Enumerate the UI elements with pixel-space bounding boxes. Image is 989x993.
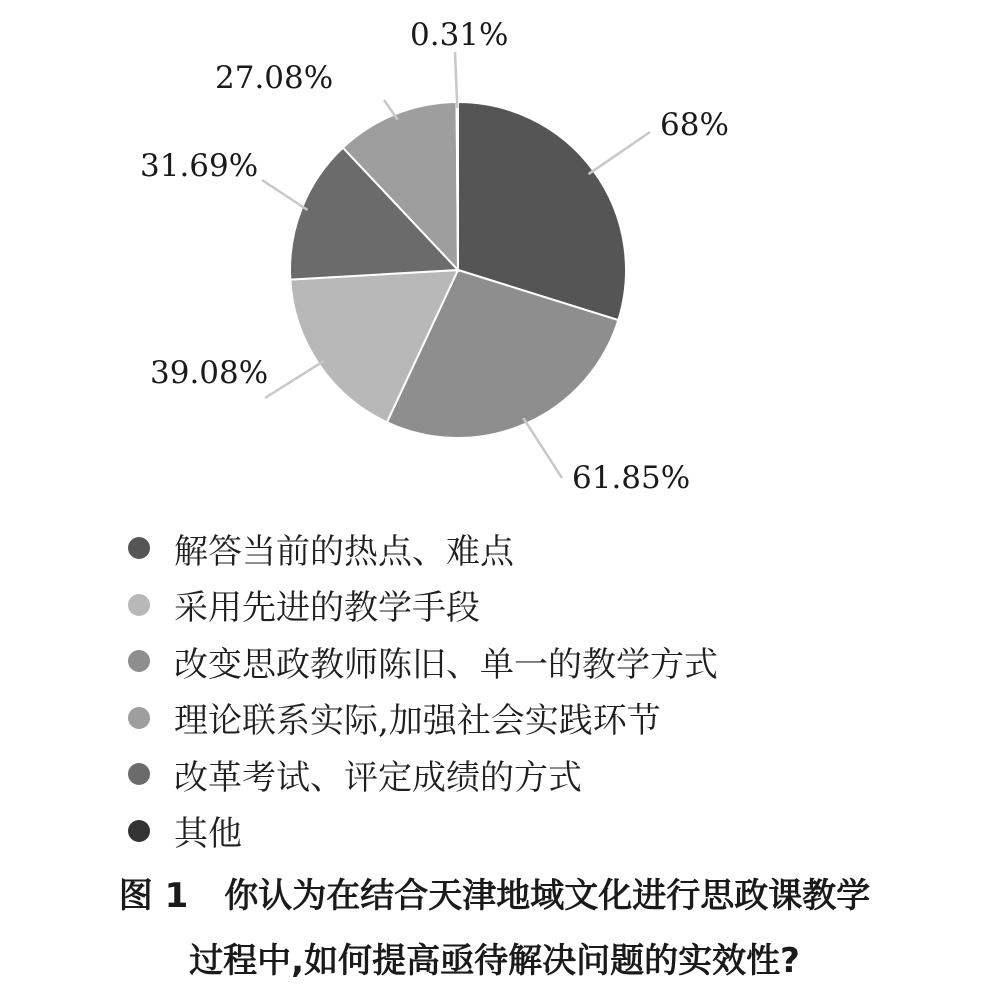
slice-2-label: 61.85%	[572, 460, 691, 496]
legend-item-4	[128, 690, 718, 747]
legend-swatch	[128, 537, 150, 559]
legend-swatch	[128, 763, 150, 785]
legend-item-6	[128, 803, 718, 860]
slice-1-label: 68%	[660, 107, 729, 143]
legend-label: 改变思政教师陈旧、单一的教学方式	[174, 644, 718, 685]
legend-label: 其他	[174, 814, 242, 855]
figure-caption-line1	[0, 868, 989, 917]
legend-item-5	[128, 746, 718, 803]
legend-item-1	[128, 520, 718, 577]
slice-1-leader	[589, 132, 650, 174]
slice-6-label: 0.31%	[410, 17, 509, 53]
slice-4-leader	[262, 180, 308, 210]
legend-label: 理论联系实际,加强社会实践环节	[174, 701, 661, 742]
legend-swatch	[128, 594, 150, 616]
slice-4-label: 31.69%	[140, 148, 259, 184]
legend-swatch	[128, 820, 150, 842]
caption-text-1: 你认为在结合天津地域文化进行思政课教学	[224, 876, 871, 916]
slice-5-label: 27.08%	[215, 60, 334, 96]
legend-label: 采用先进的教学手段	[174, 588, 480, 629]
pie-slices	[290, 102, 626, 438]
legend-label: 解答当前的热点、难点	[174, 531, 514, 572]
slice-3-leader	[265, 361, 324, 398]
chart-legend	[128, 520, 718, 859]
legend-label: 改革考试、评定成绩的方式	[174, 757, 582, 798]
legend-item-3	[128, 633, 718, 690]
slice-2-leader	[523, 418, 562, 478]
slice-3-label: 39.08%	[150, 355, 269, 391]
legend-swatch	[128, 707, 150, 729]
legend-swatch	[128, 650, 150, 672]
slice-6-leader	[455, 52, 457, 108]
figure-number: 图 1	[118, 876, 189, 916]
figure-caption-line2: 过程中,如何提高亟待解决问题的实效性?	[189, 941, 800, 981]
legend-item-2	[128, 577, 718, 634]
